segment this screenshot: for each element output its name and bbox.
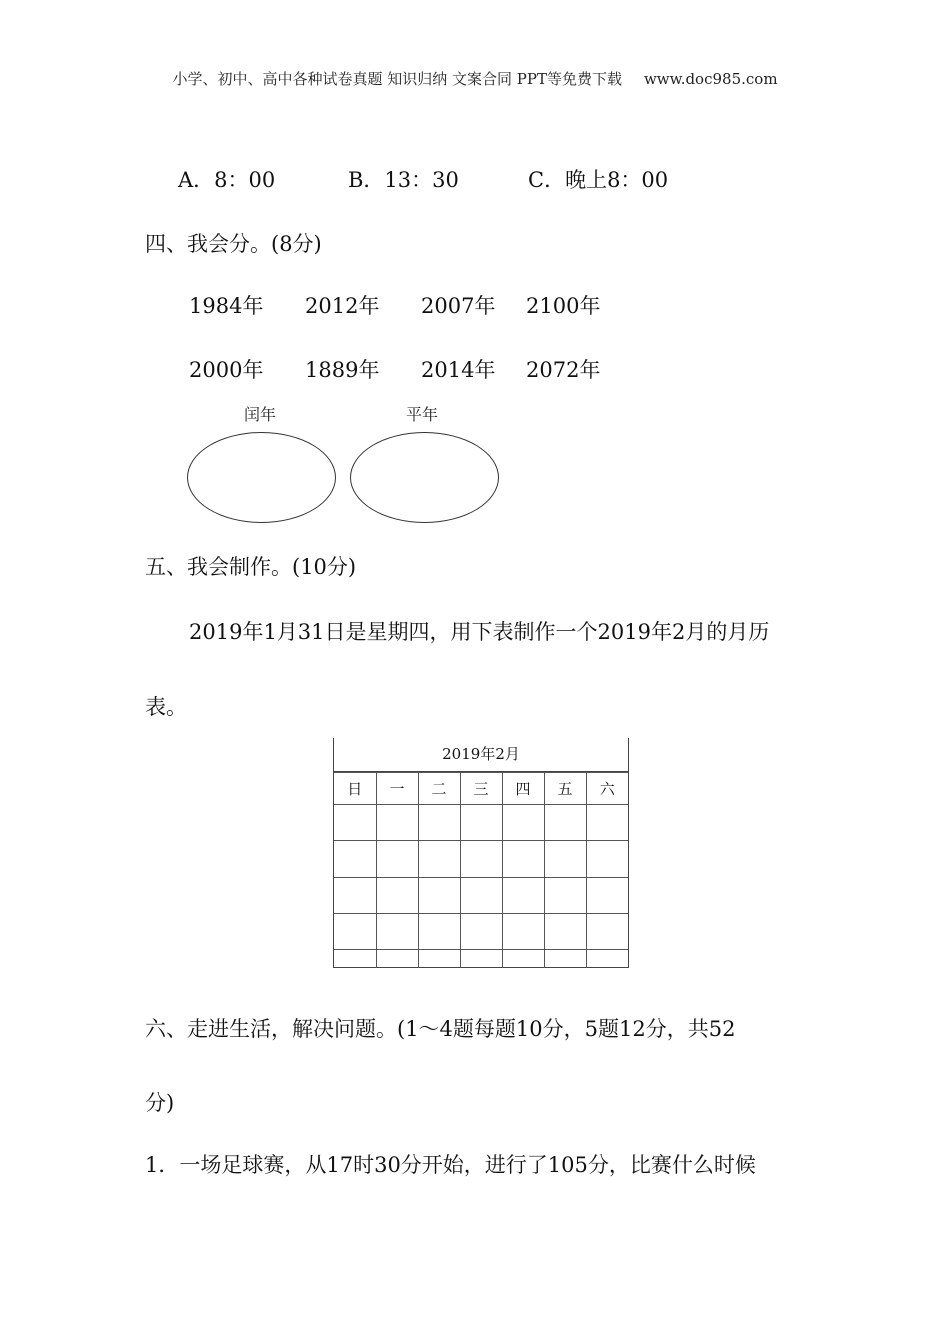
calendar-table [333,738,629,968]
calendar-cell[interactable] [418,805,460,841]
calendar-week-row [334,950,628,968]
calendar-cell[interactable] [418,913,460,949]
calendar-cell[interactable] [418,841,460,877]
weekday-header: 二 [418,773,460,805]
calendar-cell[interactable] [544,877,586,913]
year-item: 2014年 [421,358,496,382]
calendar-cell[interactable] [502,841,544,877]
section-5-instruction: 2019年1月31日是星期四，用下表制作一个2019年2月的月历 [189,620,770,644]
calendar-title: 2019年2月 [334,738,628,772]
page-header [0,68,950,89]
common-year-oval [350,432,499,523]
calendar-cell[interactable] [544,913,586,949]
question-1: 1．一场足球赛，从17时30分开始，进行了105分，比赛什么时候 [145,1153,756,1177]
calendar-grid [334,772,628,968]
calendar-week-row [334,877,628,913]
section-6-title-cont: 分) [145,1091,175,1115]
calendar-cell[interactable] [418,877,460,913]
year-item: 2000年 [189,358,264,382]
option-c: C．晚上8：00 [528,168,669,192]
calendar-cell[interactable] [586,950,628,968]
calendar-cell[interactable] [376,950,418,968]
calendar-cell[interactable] [544,805,586,841]
calendar-cell[interactable] [586,877,628,913]
calendar-cell[interactable] [586,913,628,949]
header-text: 小学、初中、高中各种试卷真题 知识归纳 文案合同 PPT等免费下载 [172,70,622,88]
calendar-cell[interactable] [502,913,544,949]
calendar-cell[interactable] [502,805,544,841]
calendar-cell[interactable] [460,841,502,877]
calendar-cell[interactable] [544,841,586,877]
year-item: 2012年 [305,294,380,318]
weekday-header: 三 [460,773,502,805]
weekday-header: 日 [334,773,376,805]
year-item: 1984年 [189,294,264,318]
calendar-cell[interactable] [544,950,586,968]
section-4-title: 四、我会分。(8分) [145,232,322,256]
weekday-header: 五 [544,773,586,805]
weekday-header: 一 [376,773,418,805]
calendar-cell[interactable] [334,841,376,877]
calendar-week-row [334,913,628,949]
calendar-cell[interactable] [334,805,376,841]
calendar-cell[interactable] [460,877,502,913]
weekday-header: 四 [502,773,544,805]
calendar-cell[interactable] [586,841,628,877]
option-b: B．13：30 [348,168,459,192]
year-item: 1889年 [305,358,380,382]
calendar-cell[interactable] [376,805,418,841]
calendar-cell[interactable] [334,913,376,949]
section-6-title: 六、走进生活，解决问题。(1～4题每题10分，5题12分，共52 [145,1017,736,1041]
calendar-cell[interactable] [376,877,418,913]
weekday-header: 六 [586,773,628,805]
leap-year-label: 闰年 [244,405,277,424]
common-year-label: 平年 [406,405,439,424]
calendar-cell[interactable] [376,841,418,877]
calendar-cell[interactable] [334,950,376,968]
year-item: 2007年 [421,294,496,318]
calendar-cell[interactable] [334,877,376,913]
calendar-cell[interactable] [586,805,628,841]
calendar-cell[interactable] [460,950,502,968]
calendar-cell[interactable] [460,805,502,841]
calendar-cell[interactable] [460,913,502,949]
leap-year-oval [187,432,336,523]
calendar-cell[interactable] [502,950,544,968]
calendar-cell[interactable] [376,913,418,949]
year-item: 2072年 [526,358,601,382]
calendar-week-row [334,841,628,877]
calendar-cell[interactable] [502,877,544,913]
year-item: 2100年 [526,294,601,318]
header-url: www.doc985.com [643,70,778,88]
option-a: A．8：00 [178,168,276,192]
section-5-instruction-cont: 表。 [145,695,187,719]
section-5-title: 五、我会制作。(10分) [145,555,357,579]
calendar-cell[interactable] [418,950,460,968]
calendar-week-row [334,805,628,841]
